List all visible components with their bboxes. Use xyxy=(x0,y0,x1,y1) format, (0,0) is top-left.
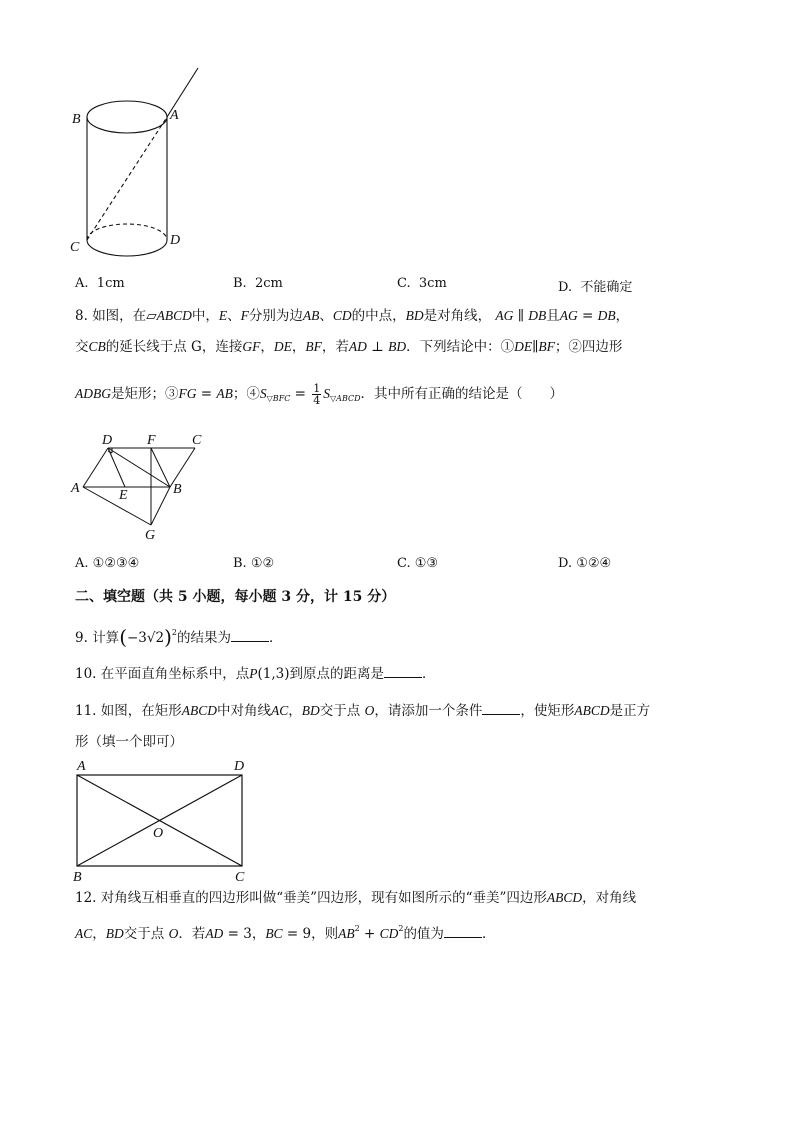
q7-option-c[interactable]: C. 3cm xyxy=(397,276,447,291)
label-b: B xyxy=(72,112,81,127)
q8-option-a[interactable]: A. ①②③④ xyxy=(75,556,140,571)
rectangle-figure xyxy=(70,755,255,883)
cylinder-figure xyxy=(60,60,220,260)
q10-answer-blank[interactable] xyxy=(384,665,422,678)
label-b: B xyxy=(173,482,182,497)
label-d: D xyxy=(234,759,245,774)
q8-option-b[interactable]: B. ①② xyxy=(233,556,275,571)
q8-option-d[interactable]: D. ①②④ xyxy=(558,556,612,571)
label-c: C xyxy=(235,870,245,885)
q11-answer-blank[interactable] xyxy=(482,702,520,715)
label-g: G xyxy=(145,528,156,543)
q9: 9. 计算$(-3√2)^2$的结果为 ． xyxy=(75,625,283,649)
q8-options xyxy=(75,556,715,574)
label-a: A xyxy=(170,108,179,123)
q12-line-2: AC，BD交于点 O．若AD = 3，BC = 9，则$AB^2 + CD^2$的值为 ． xyxy=(75,924,496,942)
q8-line-2: 交CB的延长线于点 G，连接GF，DE，BF，若AD ⊥ BD．下列结论中：①DE∥BF；②四边形 xyxy=(75,339,623,355)
label-f: F xyxy=(147,433,156,448)
parallelogram-figure xyxy=(66,430,206,545)
label-a: A xyxy=(77,759,86,774)
q12-line-1: 12. 对角线互相垂直的四边形叫做“垂美”四边形，现有如图所示的“垂美”四边形ABCD，对角线 xyxy=(75,890,637,906)
q7-option-b[interactable]: B. 2cm xyxy=(233,276,283,291)
label-c: C xyxy=(70,240,80,255)
label-o: O xyxy=(153,826,164,841)
q10: 10. 在平面直角坐标系中，点P(1,3)到原点的距离是 ． xyxy=(75,666,436,682)
fraction-one-quarter: $\frac{1}{4}$ xyxy=(313,382,321,407)
q8-option-c[interactable]: C. ①③ xyxy=(397,556,439,571)
q12-answer-blank[interactable] xyxy=(444,925,482,938)
label-b: B xyxy=(73,870,82,885)
label-d: D xyxy=(102,433,113,448)
label-a: A xyxy=(71,481,80,496)
q7-options xyxy=(75,276,715,294)
label-c: C xyxy=(192,433,202,448)
q7-option-a[interactable]: A. 1cm xyxy=(75,276,125,291)
q9-answer-blank[interactable] xyxy=(231,629,269,642)
section-2-title: 二、填空题（共 5 小题，每小题 3 分，计 15 分） xyxy=(75,589,396,605)
label-d: D xyxy=(170,233,181,248)
label-e: E xyxy=(119,488,128,503)
q8-line-3: ADBG是矩形；③FG = AB；$④S_{▽BFC}$ = $\frac{1}{4}$ $S_{▽ABCD}$．其中所有正确的结论是（ ） xyxy=(75,382,564,407)
q7-option-d[interactable]: D. 不能确定 xyxy=(558,280,633,295)
q8-line-1: 8. 如图，在▱ABCD中，E、F分别为边AB、CD的中点，BD是对角线， AG ∥ DB且AG = DB， xyxy=(75,308,630,324)
q11-line-1: 11. 如图，在矩形ABCD中对角线AC，BD交于点 O，请添加一个条件 ，使矩形ABCD是正方 xyxy=(75,703,651,719)
q11-line-2: 形（填一个即可） xyxy=(75,734,183,750)
